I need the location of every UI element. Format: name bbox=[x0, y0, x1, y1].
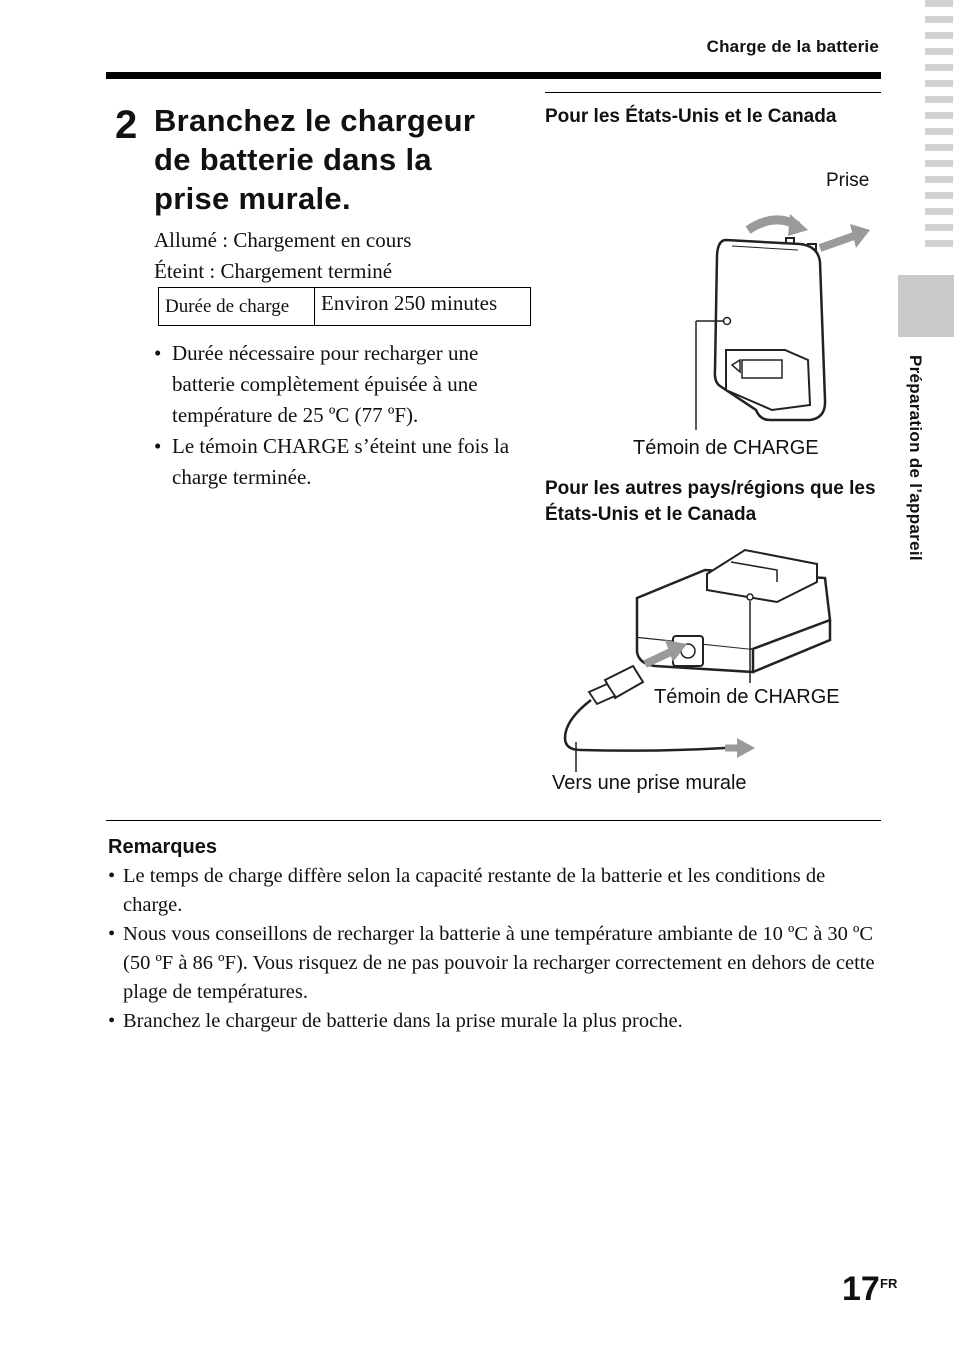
note-item: • Nous vous conseillons de recharger la batterie à une température ambiante de 10 ºC à 30 ºC (50 ºF à 86 ºF). Vous risquez de ne pas pouvoir la recharger correctement en dehors de cette plage de températures. bbox=[106, 920, 886, 1007]
side-section-label-text: Préparation de l’appareil bbox=[906, 355, 925, 561]
status-on: Allumé : Chargement en cours bbox=[154, 228, 412, 252]
status-off: Éteint : Chargement terminé bbox=[154, 259, 393, 283]
side-section-label bbox=[895, 355, 935, 615]
figure-other-lamp-label: Témoin de CHARGE bbox=[654, 686, 840, 708]
figure-us-lamp-label: Témoin de CHARGE bbox=[633, 437, 819, 459]
note-item: • Le temps de charge diffère selon la capacité restante de la batterie et les conditions de charge. bbox=[106, 862, 886, 920]
step-bullet: • Le témoin CHARGE s’éteint une fois la charge terminée. bbox=[152, 431, 537, 493]
charger-us-illustration bbox=[690, 200, 880, 440]
figure-us-title: Pour les États-Unis et le Canada bbox=[545, 106, 837, 127]
charge-time-table bbox=[158, 287, 531, 326]
notes-title: Remarques bbox=[108, 836, 217, 858]
page-language: FR bbox=[880, 1276, 898, 1291]
step-bullet: • Durée nécessaire pour recharger une batterie complètement épuisée à une température de 25 ºC (77 ºF). bbox=[152, 338, 537, 431]
step-bullets bbox=[152, 338, 537, 493]
notes-rule bbox=[106, 820, 881, 821]
section-tab-stripes bbox=[925, 0, 953, 256]
running-header: Charge de la batterie bbox=[706, 37, 879, 56]
section-tab-active bbox=[898, 275, 954, 337]
header-rule bbox=[106, 72, 881, 79]
step-number: 2 bbox=[115, 103, 138, 147]
charge-time-value: Environ 250 minutes bbox=[315, 288, 531, 326]
status-block bbox=[154, 225, 411, 287]
charge-time-label: Durée de charge bbox=[159, 288, 315, 326]
figure-other-title: Pour les autres pays/régions que les États-Unis et le Canada bbox=[545, 478, 876, 525]
notes-list bbox=[106, 862, 886, 1036]
page-number: 17 bbox=[842, 1270, 880, 1308]
note-item: • Branchez le chargeur de batterie dans la prise murale la plus proche. bbox=[106, 1007, 886, 1036]
figure-top-rule bbox=[545, 92, 881, 93]
charger-other-illustration bbox=[545, 540, 845, 775]
figure-other-wall-label: Vers une prise murale bbox=[552, 772, 747, 794]
step-title: Branchez le chargeur de batterie dans la prise murale. bbox=[154, 103, 476, 216]
figure-us-plug-label: Prise bbox=[826, 170, 870, 191]
